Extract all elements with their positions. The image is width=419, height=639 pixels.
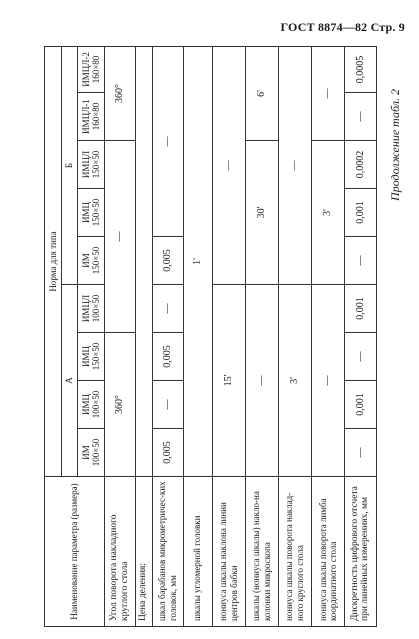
rotated-table-wrapper [44, 47, 377, 627]
row-label: нониуса шкалы наклона линии центров бабки [212, 477, 245, 627]
table-cell: — [152, 285, 183, 333]
group-a-header: А [61, 285, 78, 477]
column-header: ИМЦ 150×50 [78, 189, 105, 237]
table-cell: — [104, 141, 135, 333]
table-cell: 3' [311, 141, 344, 285]
group-b-header: Б [61, 46, 78, 284]
column-header: ИМЦЛ 150×50 [78, 141, 105, 189]
row-label: нониуса шкалы поворота наклад-ного круглого стола [278, 477, 311, 627]
table-cell: — [278, 46, 311, 284]
table-cell: — [152, 381, 183, 429]
table-cell: 0,0005 [344, 46, 376, 92]
table-cell: 0,001 [344, 381, 376, 429]
table-cell: — [344, 429, 376, 477]
table-caption: Продолжение табл. 2 [388, 89, 402, 201]
table-cell: 3' [278, 285, 311, 477]
row-label: шкалы угломерной головки [183, 477, 212, 627]
table-cell: 0,005 [152, 429, 183, 477]
row-label: Дискретность цифрового отсчета при линейных измерениях, мм [344, 477, 376, 627]
table-row [245, 46, 278, 626]
param-header: Наименование параметра (размера) [45, 477, 105, 627]
table-cell: 360° [104, 333, 135, 477]
column-header: ИМ 150×50 [78, 237, 105, 285]
table-cell: — [344, 333, 376, 381]
table-cell: — [311, 46, 344, 140]
table-cell: 0,001 [344, 189, 376, 237]
table-cell: 0,005 [152, 333, 183, 381]
table-cell: — [152, 46, 183, 236]
column-header: ИМЦ 150×50 [78, 333, 105, 381]
parameters-table [44, 46, 377, 627]
row-label: нониуса шкалы поворота лимба координатного стола [311, 477, 344, 627]
row-label: шкалы (нониуса шкалы) накло-на колонки микроскопа [245, 477, 278, 627]
table-cell: 0,0002 [344, 141, 376, 189]
table-cell: 6' [245, 46, 278, 140]
page-header: ГОСТ 8874—82 Стр. 9 [280, 20, 405, 34]
row-label: Цена деления: [136, 477, 153, 627]
table-row [344, 46, 376, 626]
table-cell: — [344, 93, 376, 141]
table-cell: — [245, 285, 278, 477]
table-row [212, 46, 245, 626]
table-cell: 0,005 [152, 237, 183, 285]
table-row [183, 46, 212, 626]
column-header: ИМ 100×50 [78, 429, 105, 477]
table-cell: 30' [245, 141, 278, 285]
table-cell: 0,001 [344, 285, 376, 333]
table-row [136, 46, 153, 626]
table-row [311, 46, 344, 626]
table-cell [136, 46, 153, 476]
table-cell: 1' [183, 46, 212, 476]
table-cell: — [311, 285, 344, 477]
table-row [152, 46, 183, 626]
table-cell: 15' [212, 285, 245, 477]
table-row [278, 46, 311, 626]
row-label: шкал барабанов микрометричес-ких головок, мм [152, 477, 183, 627]
column-header: ИМЦ 100×50 [78, 381, 105, 429]
rotated-table-frame [44, 47, 377, 627]
table-cell: — [212, 46, 245, 284]
table-cell: — [344, 237, 376, 285]
column-header: ИМЦЛ-2 160×80 [78, 46, 105, 92]
column-header: ИМЦЛ 100×50 [78, 285, 105, 333]
table-row [104, 46, 135, 626]
row-label: Угол поворота накладного круглого стола [104, 477, 135, 627]
norm-header: Норма для типа [45, 46, 62, 476]
table-cell: 360° [104, 46, 135, 140]
column-header: ИМЦЛ-1 160×80 [78, 93, 105, 141]
